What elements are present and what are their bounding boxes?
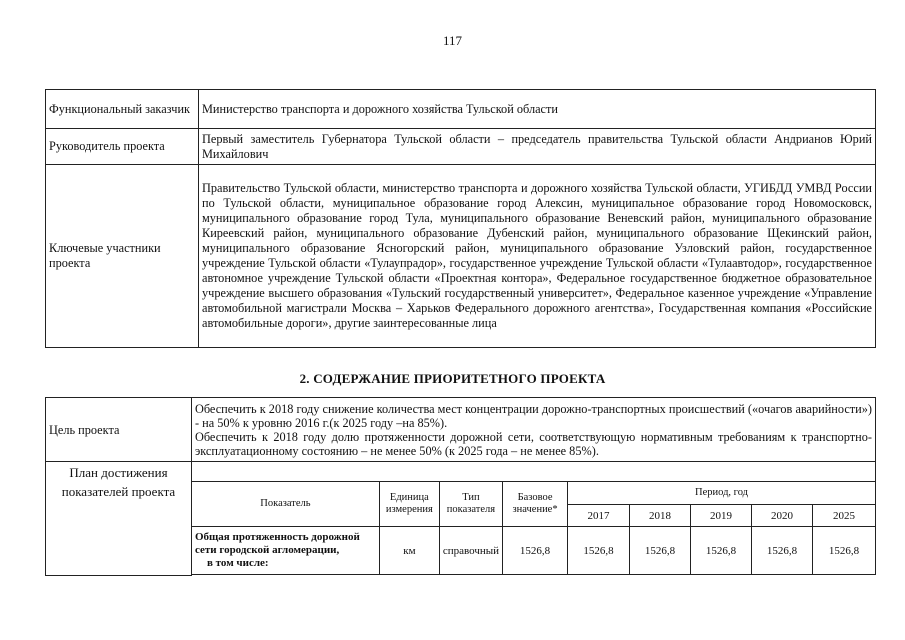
value-2018: 1526,8 bbox=[630, 527, 691, 575]
indicator-main: Общая протяженность дорожной сети городской агломерации, bbox=[194, 531, 360, 556]
unit-cell: км bbox=[379, 527, 439, 575]
value-2017: 1526,8 bbox=[568, 527, 630, 575]
goal-text-2: Обеспечить к 2018 году долю протяженности дорожной сети, соответствующую нормативным требованиям к транспортно-эксплуатационному состоянию – не менее 50% (к 2025 года – не менее 85%). bbox=[194, 429, 872, 458]
value-2020: 1526,8 bbox=[752, 527, 813, 575]
project-head-value: Первый заместитель Губернатора Тульской области – председатель правительства Тульской области Андрианов Юрий Михайлович bbox=[199, 129, 876, 165]
functional-customer-value: Министерство транспорта и дорожного хозяйства Тульской области bbox=[199, 90, 876, 129]
key-participants-value: Правительство Тульской области, министерство транспорта и дорожного хозяйства Тульской области, УГИБДД УМВД России по Тульской области, муниципальное образование город Алексин, муниципальное образование город Новомосковск, муниципального образование город Тула, муниципального образование Веневский район, муниципального образование Киреевский район, муниципального образование Дубенский район, муниципального образование Щекинский район, муниципального образование Ясногорский район, муниципального образование Узловский район, государственное учреждение Тульской области «Тулаупрадор», государственное учреждение Тульской области «Тулаавтодор», государственное автономное учреждение Тульской области «Проектная контора», Федеральное государственное бюджетное образовательное учреждение высшего образования «Тульский государственный университет», Федеральное казенное учреждение «Управление автомобильной магистрали Москва – Харьков Федерального дорожного агентства», Государственная компания «Российские автомобильные дороги», другие заинтересованные лица bbox=[199, 165, 876, 348]
goal-label: Цель проекта bbox=[46, 398, 192, 462]
table-row bbox=[46, 165, 876, 348]
table-row bbox=[46, 90, 876, 129]
value-2019: 1526,8 bbox=[691, 527, 752, 575]
base-cell: 1526,8 bbox=[503, 527, 568, 575]
project-head-label: Руководитель проекта bbox=[46, 129, 199, 165]
header-year-2018: 2018 bbox=[630, 505, 691, 527]
header-year-2020: 2020 bbox=[752, 505, 813, 527]
header-period: Период, год bbox=[568, 482, 876, 505]
type-cell: справочный bbox=[439, 527, 502, 575]
passport-table bbox=[45, 89, 876, 348]
indicator-cell bbox=[191, 527, 379, 575]
table-row bbox=[46, 462, 876, 482]
value-2025: 1526,8 bbox=[812, 527, 875, 575]
header-year-2019: 2019 bbox=[691, 505, 752, 527]
plan-label: План достижения показателей проекта bbox=[46, 462, 192, 576]
header-indicator: Показатель bbox=[191, 482, 379, 527]
table-row bbox=[46, 129, 876, 165]
goal-value bbox=[191, 398, 875, 462]
header-year-2017: 2017 bbox=[568, 505, 630, 527]
indicator-sub: в том числе: bbox=[206, 557, 269, 569]
header-unit: Единица измерения bbox=[379, 482, 439, 527]
key-participants-label: Ключевые участники проекта bbox=[46, 165, 199, 348]
header-type: Тип показателя bbox=[439, 482, 502, 527]
section-heading: 2. СОДЕРЖАНИЕ ПРИОРИТЕТНОГО ПРОЕКТА bbox=[299, 371, 606, 386]
content-table bbox=[45, 397, 876, 576]
page-number: 117 bbox=[442, 33, 463, 48]
goal-text-1: Обеспечить к 2018 году снижение количества мест концентрации дорожно-транспортных происшествий («очагов аварийности») - на 50% к уровню 2016 г.(к 2025 году –на 85%). bbox=[194, 401, 872, 430]
header-year-2025: 2025 bbox=[812, 505, 875, 527]
plan-spacer-cell bbox=[191, 462, 875, 482]
functional-customer-label: Функциональный заказчик bbox=[46, 90, 199, 129]
header-base: Базовое значение* bbox=[503, 482, 568, 527]
table-bottom-filler bbox=[191, 575, 875, 576]
table-row bbox=[46, 398, 876, 462]
